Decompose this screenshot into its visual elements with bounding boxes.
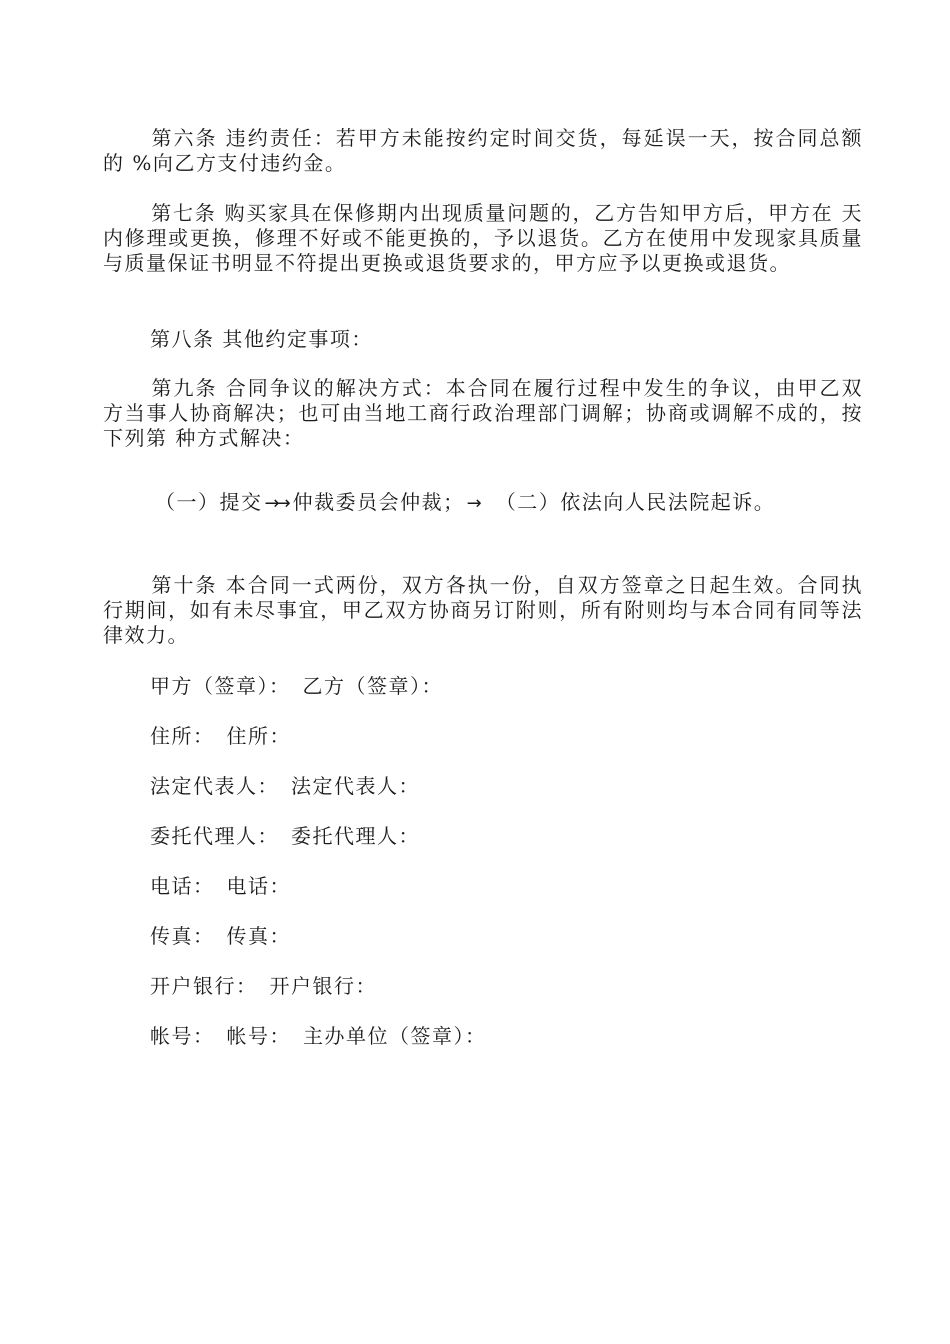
- option-1-prefix: （一）提交: [155, 490, 263, 514]
- article-10: 第十条 本合同一式两份，双方各执一份，自双方签章之日起生效。合同执行期间，如有未尽事宜，甲乙双方协商另订附则，所有附则均与本合同有同等法律效力。: [103, 573, 863, 647]
- signature-fax-row: 传真： 传真：: [150, 924, 291, 948]
- signature-address-row: 住所： 住所：: [150, 724, 291, 748]
- article-7: 第七条 购买家具在保修期内出现质量问题的，乙方告知甲方后，甲方在 天内修理或更换，修理不好或不能更换的，予以退货。乙方在使用中发现家具质量与质量保证书明显不符提出更换或退货要求的，甲方应予以更换或退货。: [103, 201, 863, 275]
- article-8: 第八条 其他约定事项：: [150, 327, 373, 351]
- option-2: （二）依法向人民法院起诉。: [495, 490, 776, 514]
- option-1-suffix: 仲裁委员会仲裁；: [292, 490, 465, 514]
- arrow-icon: →→: [264, 493, 287, 514]
- signature-rep-row: 法定代表人： 法定代表人：: [150, 774, 420, 798]
- signature-party-row: 甲方（签章）： 乙方（签章）：: [150, 674, 443, 698]
- signature-account-row: 帐号： 帐号： 主办单位（签章）：: [150, 1024, 487, 1048]
- signature-agent-row: 委托代理人： 委托代理人：: [150, 824, 420, 848]
- signature-phone-row: 电话： 电话：: [150, 874, 291, 898]
- dispute-options: [155, 490, 775, 516]
- signature-bank-row: 开户银行： 开户银行：: [150, 974, 377, 998]
- arrow-icon: →: [466, 493, 478, 514]
- article-9: 第九条 合同争议的解决方式：本合同在履行过程中发生的争议，由甲乙双方当事人协商解决；也可由当地工商行政治理部门调解；协商或调解不成的，按下列第 种方式解决：: [103, 376, 863, 450]
- article-6: 第六条 违约责任：若甲方未能按约定时间交货，每延误一天，按合同总额的 %向乙方支付违约金。: [103, 126, 863, 175]
